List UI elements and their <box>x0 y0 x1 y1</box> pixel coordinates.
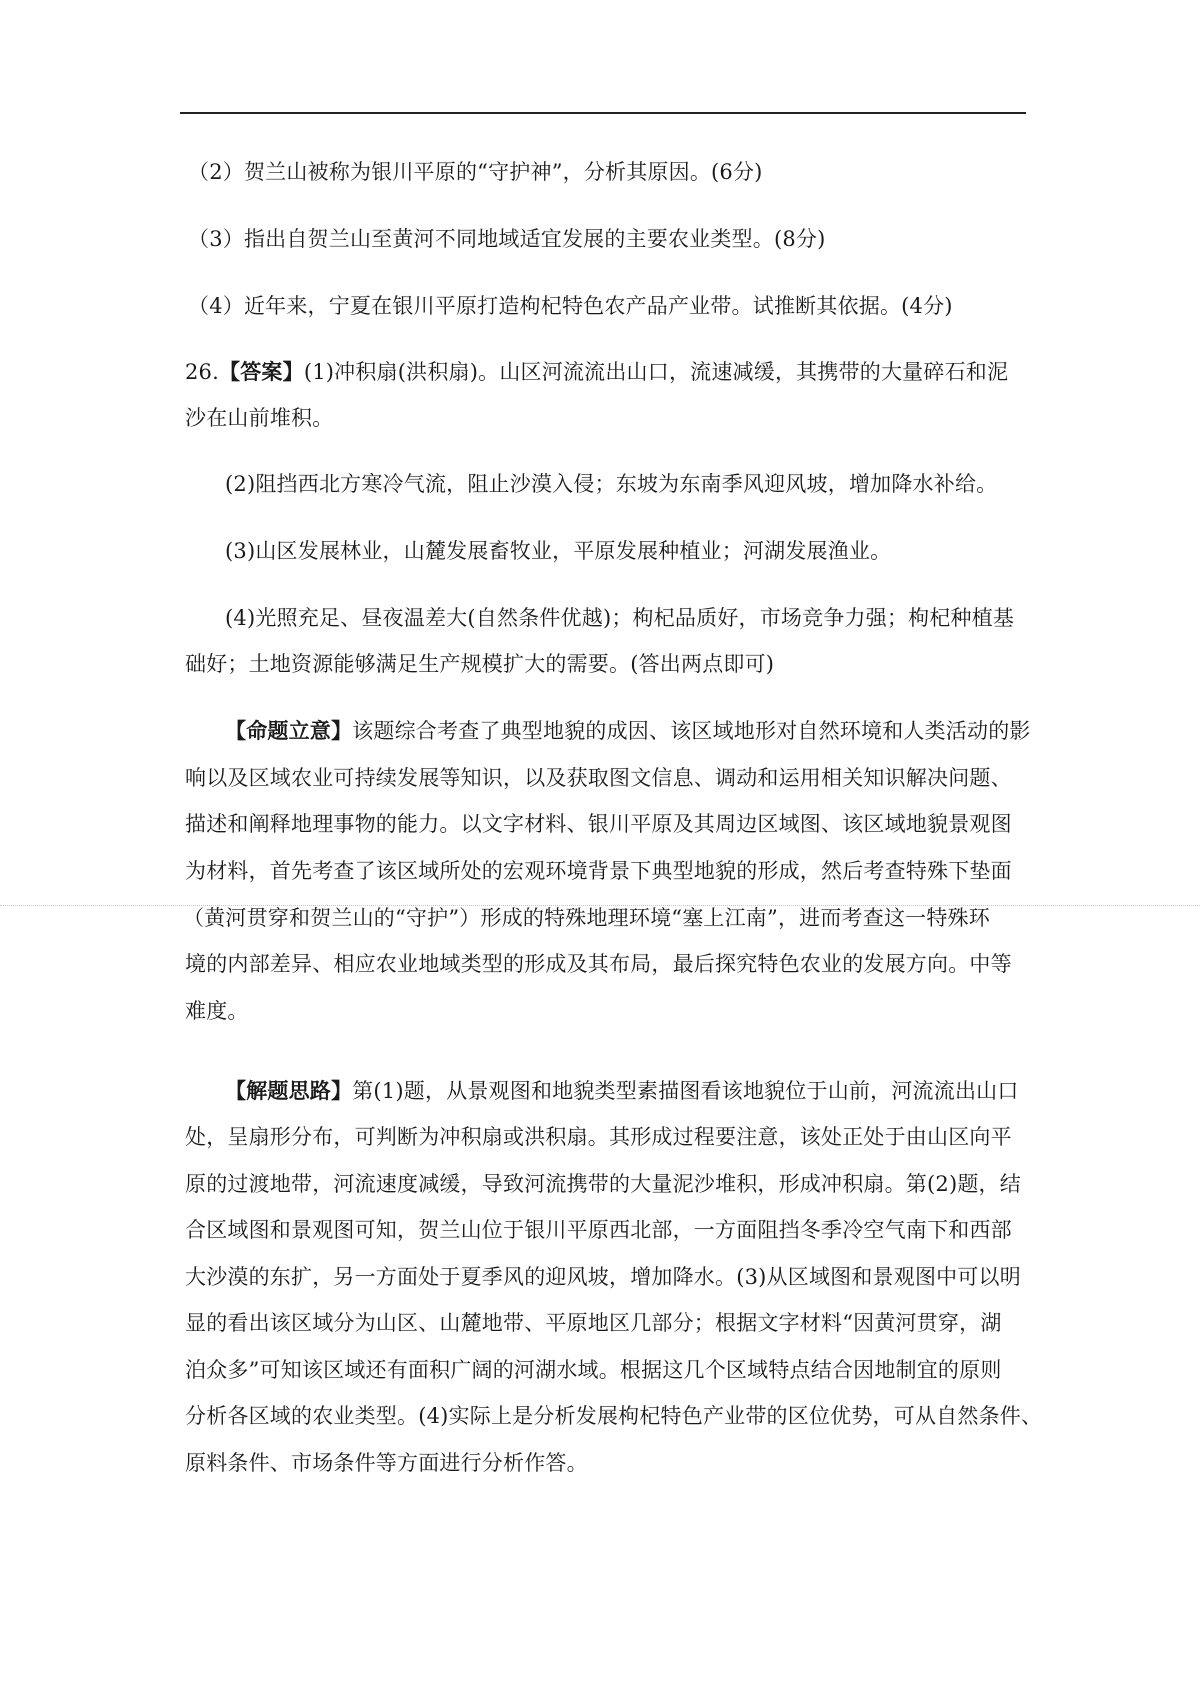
intent-tag: 【命题立意】 <box>225 718 353 743</box>
intent-line: 该题综合考查了典型地貌的成因、该区域地形对自然环境和人类活动的影 <box>352 719 1031 743</box>
approach-line: 分析各区域的农业类型。(4)实际上是分析发展枸杞特色产业带的区位优势，可从自然条件、 <box>185 1404 1043 1428</box>
answer-line: (1)冲积扇(洪积扇)。山区河流流出山口，流速减缓，其携带的大量碎石和泥 <box>303 360 1009 384</box>
intent-line: （黄河贯穿和贺兰山的“守护”）形成的特殊地理环境“塞上江南”，进而考查这一特殊环 <box>183 906 990 930</box>
question-3: （3）指出自贺兰山至黄河不同地域适宜发展的主要农业类型。(8分) <box>188 227 826 251</box>
approach-line: 合区域图和景观图可知，贺兰山位于银川平原西北部，一方面阻挡冬季冷空气南下和西部 <box>185 1218 1012 1242</box>
approach-line: 原的过渡地带，河流速度减缓，导致河流携带的大量泥沙堆积，形成冲积扇。第(2)题，结 <box>185 1172 1021 1196</box>
approach-line: 第(1)题，从景观图和地貌类型素描图看该地貌位于山前，河流流出山口 <box>352 1079 1019 1103</box>
approach-tag: 【解题思路】 <box>225 1078 353 1103</box>
intent-line: 难度。 <box>185 999 249 1023</box>
approach-first-line <box>225 1077 1019 1105</box>
intent-line: 响以及区域农业可持续发展等知识，以及获取图文信息、调动和运用相关知识解决问题、 <box>185 766 1012 790</box>
approach-line: 显的看出该区域分为山区、山麓地带、平原地区几部分；根据文字材料“因黄河贯穿，湖 <box>185 1311 1002 1335</box>
answer-tag: 【答案】 <box>219 359 304 384</box>
answer-line: 沙在山前堆积。 <box>185 406 334 430</box>
answer-line: (2)阻挡西北方寒冷气流，阻止沙漠入侵；东坡为东南季风迎风坡，增加降水补给。 <box>225 472 998 496</box>
header-rule <box>180 112 1026 114</box>
intent-line: 描述和阐释地理事物的能力。以文字材料、银川平原及其周边区域图、该区域地貌景观图 <box>185 812 1012 836</box>
answer-line: (3)山区发展林业，山麓发展畜牧业，平原发展种植业；河湖发展渔业。 <box>225 539 892 563</box>
question-4: （4）近年来，宁夏在银川平原打造枸杞特色农产品产业带。试推断其依据。(4分) <box>188 294 953 318</box>
answer-number: 26. <box>185 360 219 384</box>
answer-first-line <box>185 358 1008 386</box>
question-2: （2）贺兰山被称为银川平原的“守护神”，分析其原因。(6分) <box>188 160 763 184</box>
approach-line: 泊众多”可知该区域还有面积广阔的河湖水域。根据这几个区域特点结合因地制宜的原则 <box>185 1358 1002 1382</box>
answer-line: (4)光照充足、昼夜温差大(自然条件优越)；枸杞品质好，市场竞争力强；枸杞种植基 <box>225 606 1015 630</box>
approach-line: 处，呈扇形分布，可判断为冲积扇或洪积扇。其形成过程要注意，该处正处于由山区向平 <box>185 1125 1012 1149</box>
approach-line: 大沙漠的东扩，另一方面处于夏季风的迎风坡，增加降水。(3)从区域图和景观图中可以明 <box>185 1265 1021 1289</box>
answer-line: 础好；土地资源能够满足生产规模扩大的需要。(答出两点即可) <box>185 652 775 676</box>
intent-line: 境的内部差异、相应农业地域类型的形成及其布局，最后探究特色农业的发展方向。中等 <box>185 952 1012 976</box>
intent-line: 为材料，首先考查了该区域所处的宏观环境背景下典型地貌的形成，然后考查特殊下垫面 <box>185 859 1012 883</box>
approach-line: 原料条件、市场条件等方面进行分析作答。 <box>185 1451 588 1475</box>
intent-first-line <box>225 717 1031 745</box>
